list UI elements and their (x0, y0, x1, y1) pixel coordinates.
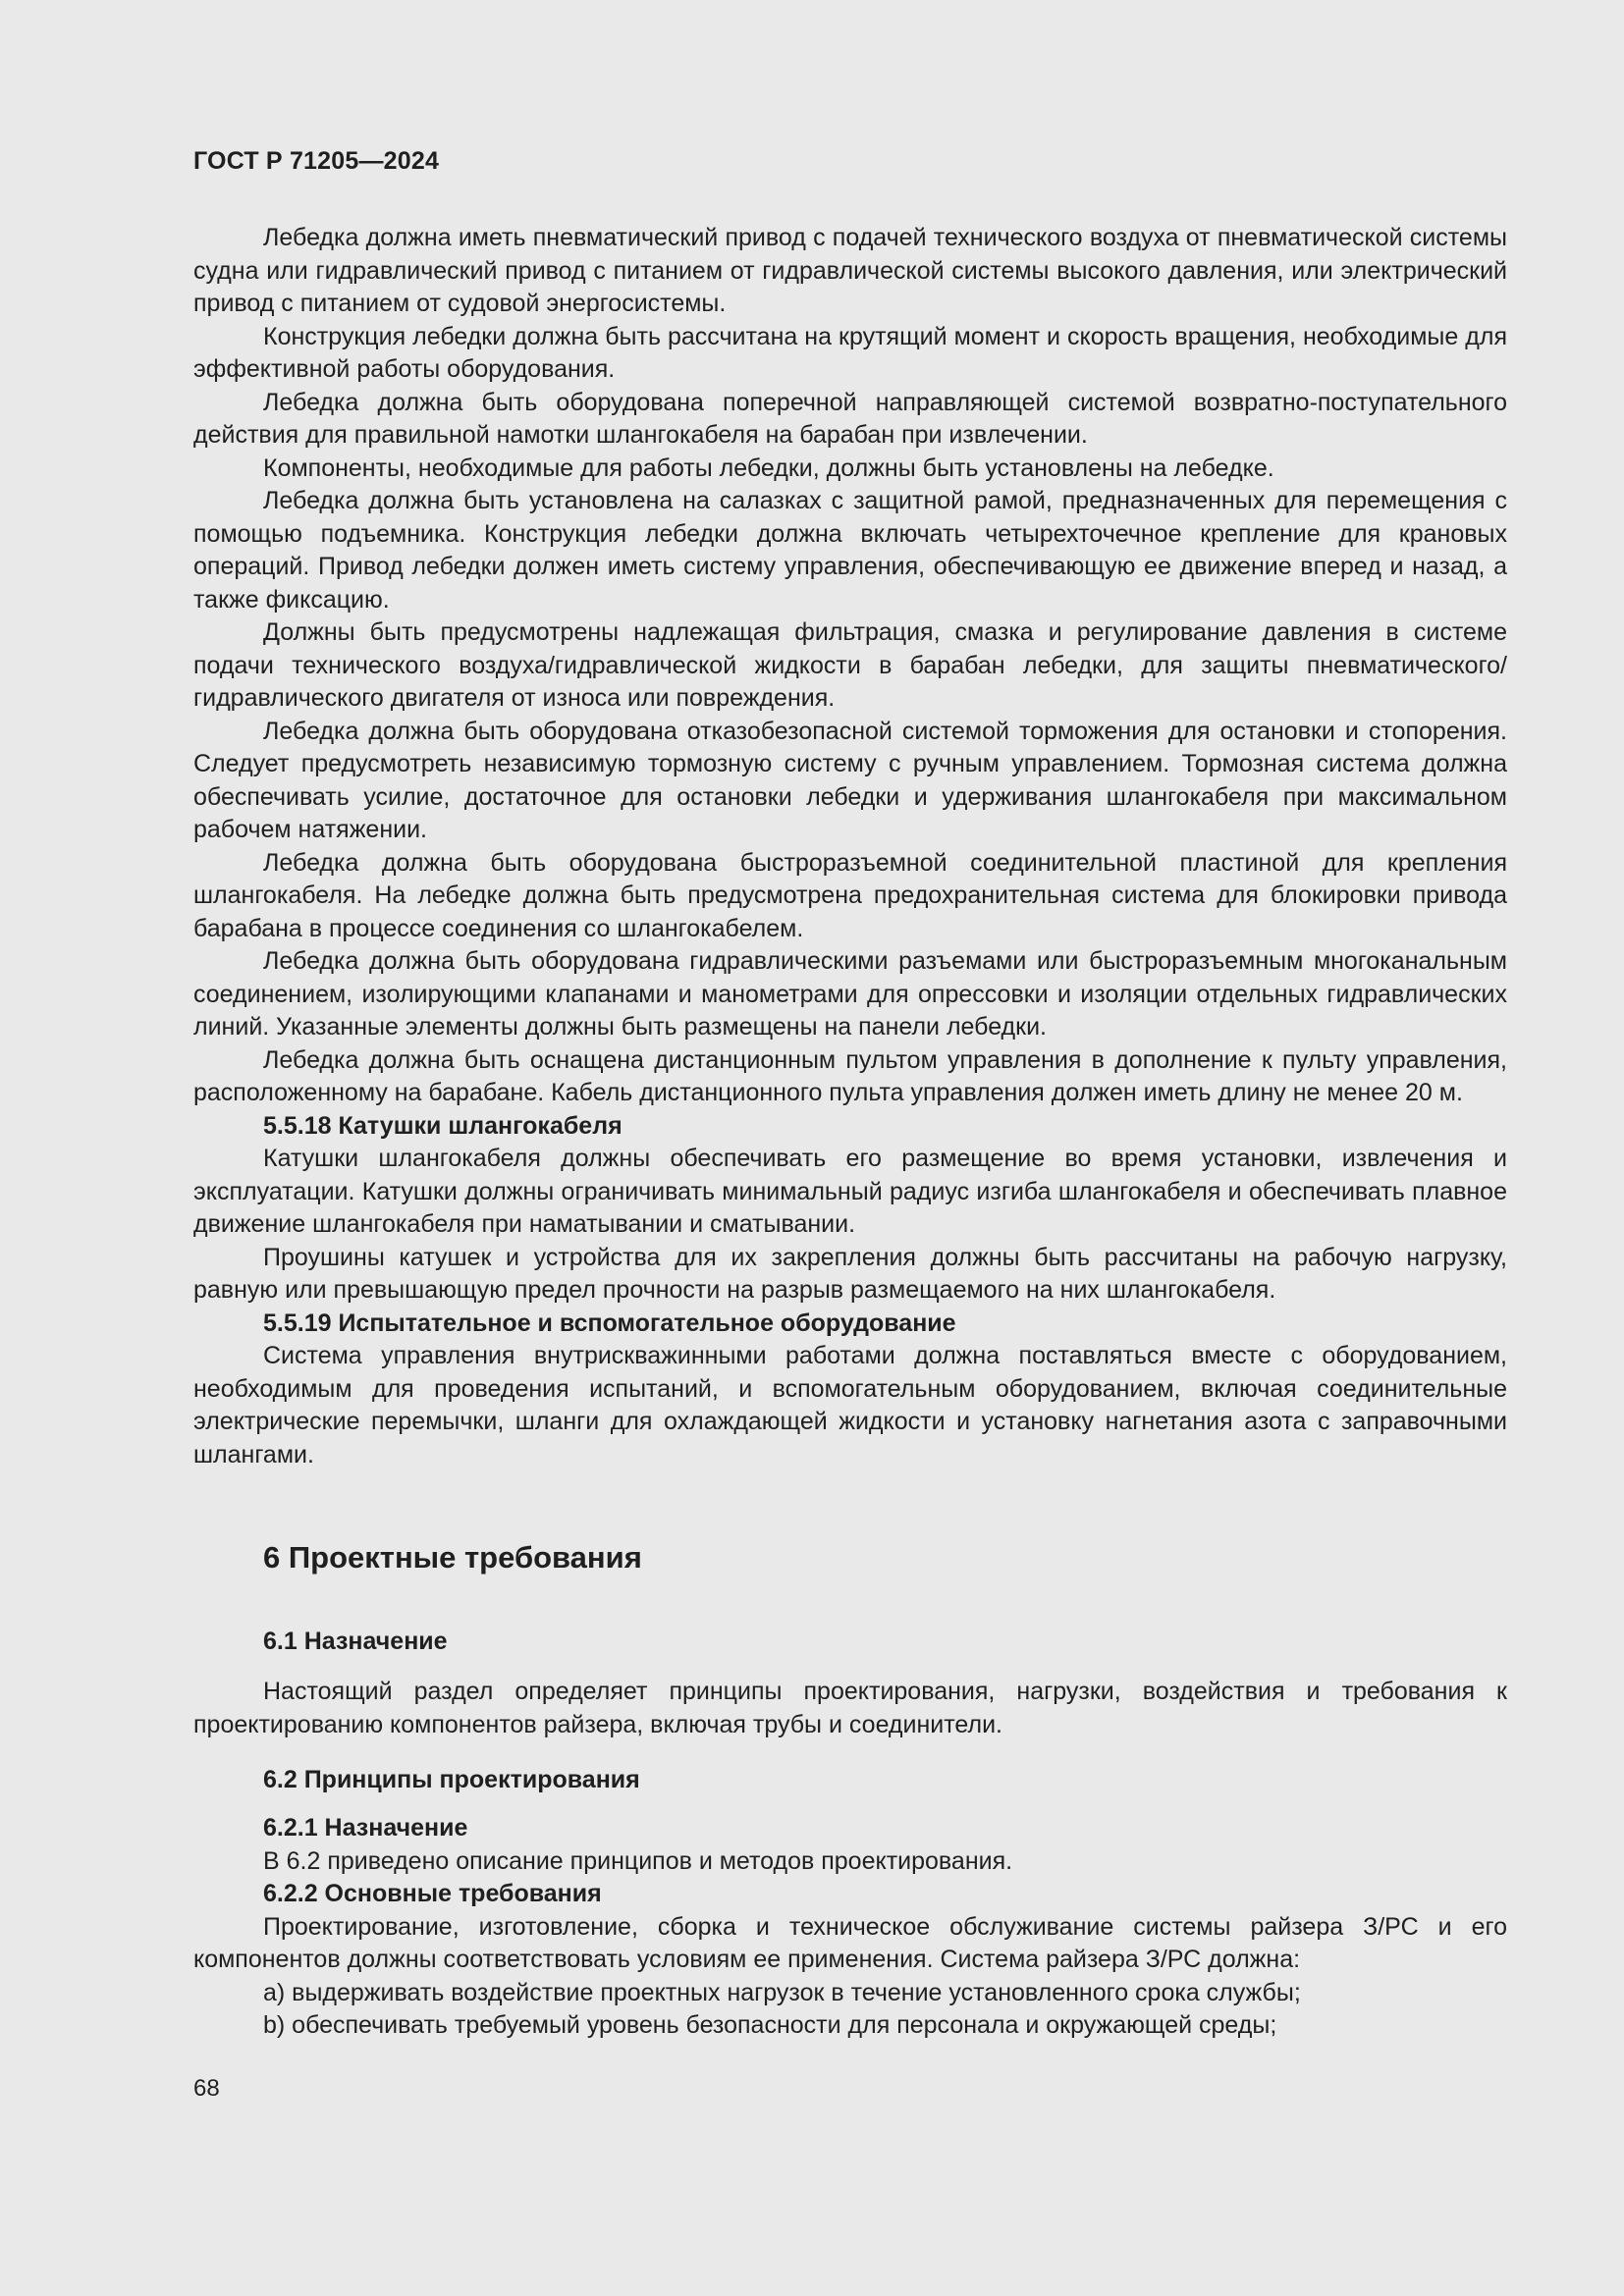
section-5-body (193, 222, 1507, 1471)
paragraph: Проектирование, изготовление, сборка и техническое обслуживание системы райзера З/РС и его компонентов должны соответствовать условиям ее применения. Система райзера З/РС должна: (193, 1912, 1507, 1973)
section-6-2-body (193, 1812, 1507, 2043)
section-6-1-body (193, 1676, 1507, 1741)
section-6-2 (193, 1764, 1507, 1797)
paragraph: Конструкция лебедки должна быть рассчитана на крутящий момент и скорость вращения, необходимые для эффективной работы оборудования. (193, 322, 1507, 383)
document-header: ГОСТ Р 71205—2024 (193, 147, 440, 175)
paragraph: Настоящий раздел определяет принципы проектирования, нагрузки, воздействия и требования к проектированию компонентов райзера, включая трубы и соединители. (193, 1678, 1507, 1738)
heading-6-2-2: 6.2.2 Основные требования (263, 1880, 602, 1907)
paragraph: Лебедка должна иметь пневматический привод с подачей технического воздуха от пневматической системы судна или гидравлический привод с питанием от гидравлической системы высокого давления, или электрический привод с питанием от судовой энергосистемы. (193, 224, 1507, 317)
heading-6-1: 6.1 Назначение (263, 1628, 448, 1655)
paragraph: Лебедка должна быть установлена на салазках с защитной рамой, предназначенных для перемещения с помощью подъемника. Конструкция лебедки должна включать четырехточечное крепление для крановых операций. Привод лебедки должен иметь систему управления, обеспечивающую ее движение вперед и назад, а также фиксацию. (193, 487, 1507, 614)
subsection-heading-5-5-19: 5.5.19 Испытательное и вспомогательное оборудование (263, 1308, 956, 1337)
paragraph: Лебедка должна быть оборудована поперечной направляющей системой возвратно-поступательного действия для правильной намотки шлангокабеля на барабан при извлечении. (193, 388, 1507, 449)
heading-6-2: 6.2 Принципы проектирования (263, 1766, 640, 1793)
paragraph: Лебедка должна быть оборудована быстроразъемной соединительной пластиной для крепления шлангокабеля. На лебедке должна быть предусмотрена предохранительная система для блокировки привода барабана в процессе соединения со шлангокабелем. (193, 848, 1507, 942)
paragraph: В 6.2 приведено описание принципов и методов проектирования. (263, 1846, 1013, 1875)
heading-6-2-1: 6.2.1 Назначение (263, 1814, 468, 1842)
paragraph: Лебедка должна быть оборудована гидравлическими разъемами или быстроразъемным многоканальным соединением, изолирующими клапанами и манометрами для опрессовки и изоляции отдельных гидравлических линий. Указанные элементы должны быть размещены на панели лебедки. (193, 947, 1507, 1041)
paragraph: Лебедка должна быть оборудована отказобезопасной системой торможения для остановки и стопорения. Следует предусмотреть независимую тормозную систему с ручным управлением. Тормозная система должна обеспечивать усилие, достаточное для остановки лебедки и удерживания шлангокабеля при максимальном рабочем натяжении. (193, 717, 1507, 843)
paragraph: Должны быть предусмотрены надлежащая фильтрация, смазка и регулирование давления в системе подачи технического воздуха/гидравлической жидкости в барабан лебедки, для защиты пневматического/гидравлического двигателя от износа или повреждения. (193, 618, 1507, 712)
list-item-a: a) выдерживать воздействие проектных нагрузок в течение установленного срока службы; (263, 1978, 1301, 2006)
subsection-heading-5-5-18: 5.5.18 Катушки шлангокабеля (263, 1111, 623, 1140)
paragraph: Компоненты, необходимые для работы лебедки, должны быть установлены на лебедке. (263, 454, 1274, 482)
paragraph: Проушины катушек и устройства для их закрепления должны быть рассчитаны на рабочую нагрузку, равную или превышающую предел прочности на разрыв размещаемого на них шлангокабеля. (193, 1243, 1507, 1304)
section-6-title: 6 Проектные требования (263, 1540, 642, 1575)
list-item-b: b) обеспечивать требуемый уровень безопасности для персонала и окружающей среды; (263, 2011, 1277, 2039)
section-6-1 (193, 1626, 1507, 1659)
paragraph: Лебедка должна быть оснащена дистанционным пультом управления в дополнение к пульту управления, расположенному на барабане. Кабель дистанционного пульта управления должен иметь длину не менее 20 м. (193, 1045, 1507, 1106)
page-number: 68 (193, 2075, 220, 2102)
paragraph: Система управления внутрискважинными работами должна поставляться вместе с оборудованием, необходимым для проведения испытаний, и вспомогательным оборудованием, включая соединительные электрические перемычки, шланги для охлаждающей жидкости и установку нагнетания азота с заправочными шлангами. (193, 1342, 1507, 1468)
paragraph: Катушки шлангокабеля должны обеспечивать его размещение во время установки, извлечения и эксплуатации. Катушки должны ограничивать минимальный радиус изгиба шлангокабеля и обеспечивать плавное движение шлангокабеля при наматывании и сматывании. (193, 1145, 1507, 1238)
